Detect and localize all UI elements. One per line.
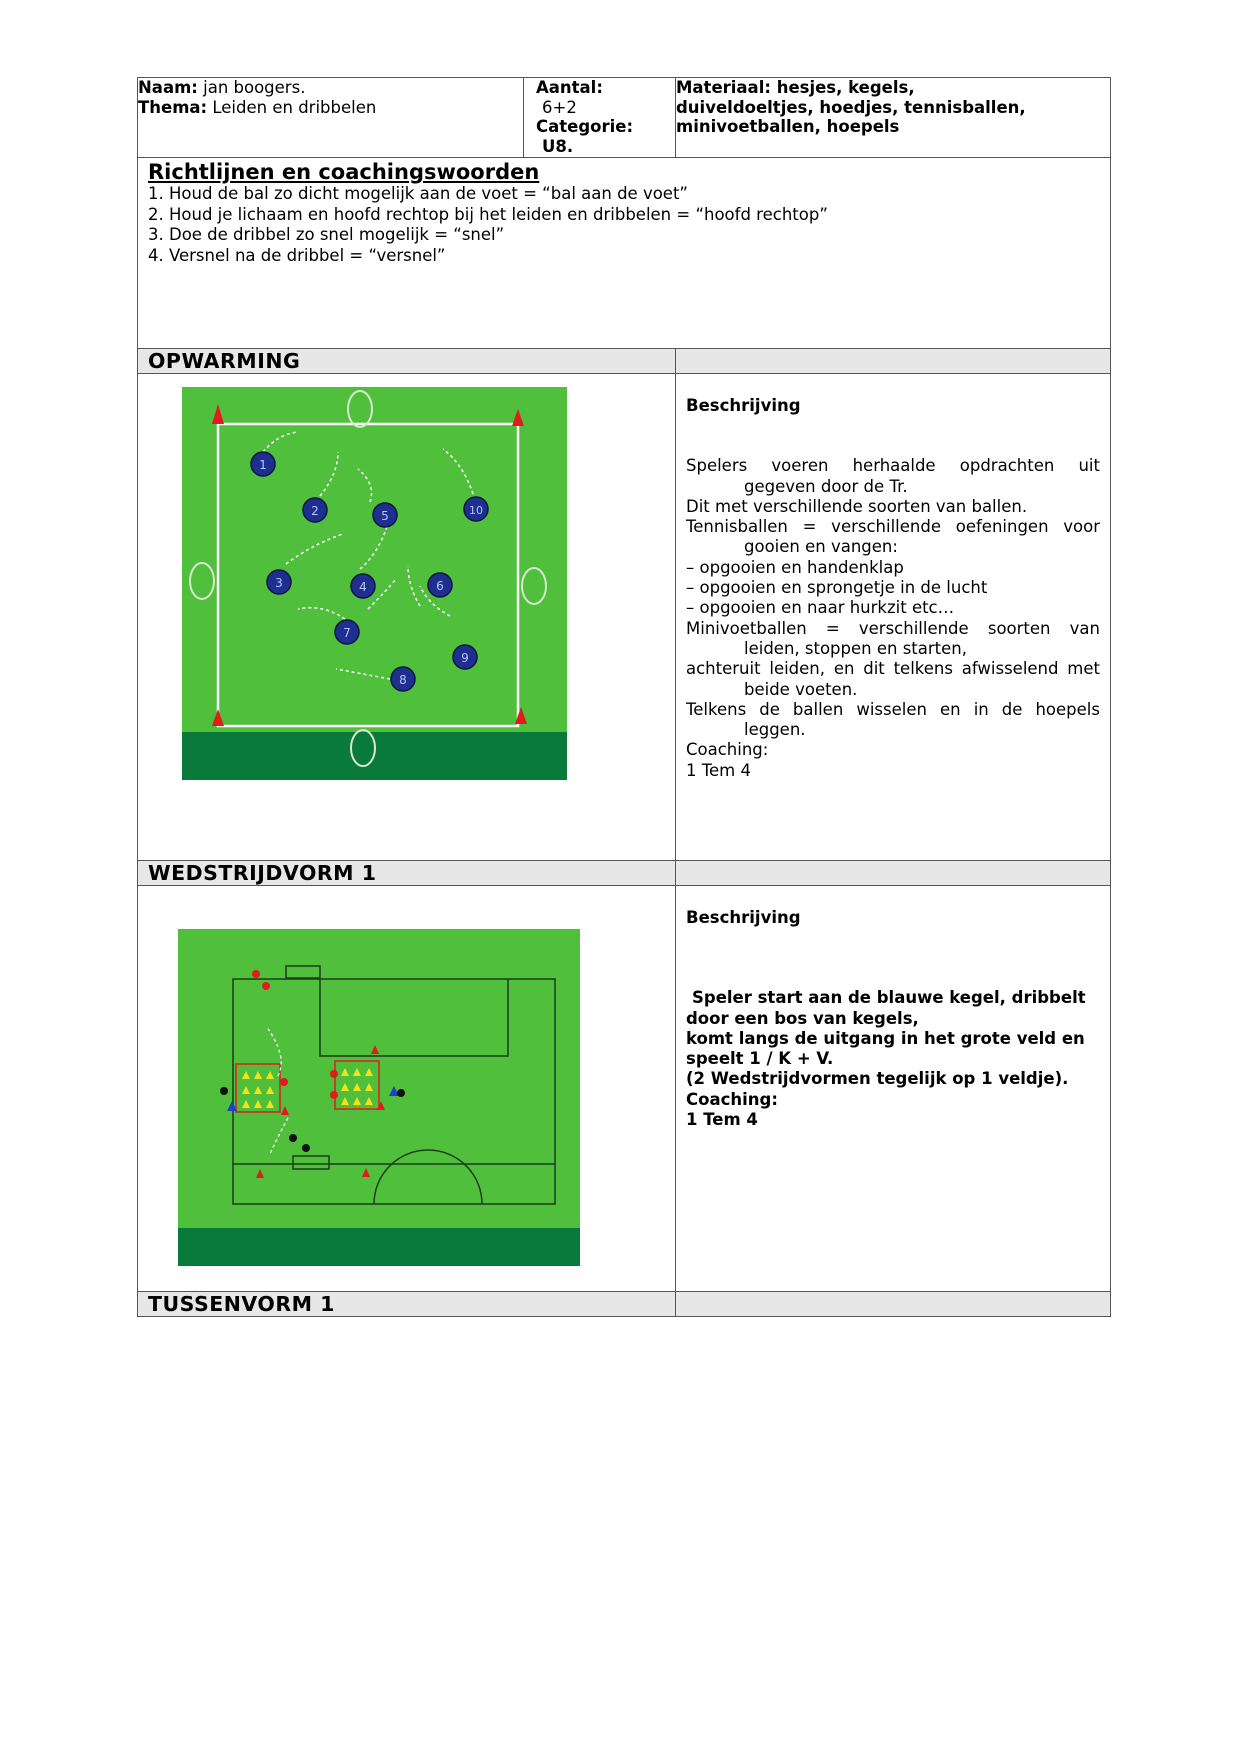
svg-text:5: 5 xyxy=(381,509,389,523)
svg-text:3: 3 xyxy=(275,576,283,590)
svg-text:4: 4 xyxy=(359,580,367,594)
desc-line: gegeven door de Tr. xyxy=(744,476,908,496)
desc-line: door een bos van kegels, xyxy=(686,1008,919,1028)
wedstrijdvorm-diagram xyxy=(138,886,674,1291)
aantal-cell xyxy=(524,78,676,158)
desc-line: Speler start aan de blauwe kegel, dribbelt xyxy=(692,988,1086,1008)
materiaal-text: Materiaal: hesjes, kegels, duiveldoeltjes, hoedjes, tennisballen, minivoetballen, hoepels xyxy=(676,78,1026,136)
thema-label: Thema: xyxy=(138,97,208,117)
desc-line: Tennisballen = verschillende oefeningen voor xyxy=(686,517,1100,537)
wedstrijdvorm-desc-title: Beschrijving xyxy=(686,908,801,927)
opwarming-desc-text xyxy=(686,456,1100,781)
desc-line: – opgooien en naar hurkzit etc… xyxy=(686,598,955,618)
desc-line: achteruit leiden, en dit telkens afwisselend met xyxy=(686,659,1100,679)
richtlijnen-title: Richtlijnen en coachingswoorden xyxy=(148,160,540,184)
naam-value: jan boogers. xyxy=(203,78,306,97)
desc-line: Coaching: xyxy=(686,1089,778,1109)
richtlijn-item: 4. Versnel na de dribbel = “versnel” xyxy=(148,245,446,265)
aantal-value: 6+2 xyxy=(542,97,577,117)
player-4 xyxy=(351,574,375,598)
header-row xyxy=(138,78,1111,158)
svg-text:10: 10 xyxy=(469,504,483,517)
wedstrijdvorm-header-row xyxy=(138,861,1111,886)
desc-line: beide voeten. xyxy=(744,679,858,699)
player-icon xyxy=(289,1134,297,1142)
thema-value: Leiden en dribbelen xyxy=(212,97,377,117)
desc-line: leggen. xyxy=(744,720,806,740)
opwarming-title: OPWARMING xyxy=(138,349,676,374)
player-icon xyxy=(397,1089,405,1097)
desc-line: Minivoetballen = verschillende soorten van xyxy=(686,618,1100,638)
player-6 xyxy=(428,573,452,597)
player-3 xyxy=(267,570,291,594)
opwarming-row xyxy=(138,374,1111,861)
desc-line: Coaching: xyxy=(686,740,769,760)
training-table xyxy=(137,77,1111,1317)
svg-text:7: 7 xyxy=(343,626,351,640)
tussenvorm-header-empty xyxy=(676,1292,1111,1317)
aantal-label: Aantal: xyxy=(536,78,603,97)
naam-thema-cell xyxy=(138,78,524,158)
richtlijnen-list xyxy=(148,184,1100,266)
desc-line: Telkens de ballen wisselen en in de hoepels xyxy=(686,699,1100,719)
desc-line: 1 Tem 4 xyxy=(686,1110,758,1130)
desc-line: speelt 1 / K + V. xyxy=(686,1049,834,1069)
desc-line: gooien en vangen: xyxy=(744,537,898,557)
desc-line: – opgooien en sprongetje in de lucht xyxy=(686,578,988,598)
desc-line: – opgooien en handenklap xyxy=(686,557,904,577)
naam-label: Naam: xyxy=(138,78,198,97)
desc-line: Dit met verschillende soorten van ballen. xyxy=(686,496,1028,516)
player-7 xyxy=(335,620,359,644)
opwarming-diagram xyxy=(138,374,674,860)
session-sheet xyxy=(137,77,1110,1317)
opwarming-header-row xyxy=(138,349,1111,374)
player-1 xyxy=(251,452,275,476)
opwarming-header-empty xyxy=(676,349,1111,374)
richtlijnen-cell xyxy=(138,158,1111,349)
richtlijn-item: 3. Doe de dribbel zo snel mogelijk = “snel” xyxy=(148,225,505,244)
desc-line: komt langs de uitgang in het grote veld en xyxy=(686,1028,1085,1048)
player-8 xyxy=(391,667,415,691)
categorie-value: U8. xyxy=(542,136,574,156)
player-10 xyxy=(464,497,488,521)
wedstrijdvorm-description-cell xyxy=(676,886,1111,1292)
wedstrijdvorm-row xyxy=(138,886,1111,1292)
materiaal-cell xyxy=(676,78,1111,158)
wedstrijdvorm-diagram-cell xyxy=(138,886,676,1292)
player-icon xyxy=(220,1087,228,1095)
opwarming-description-cell xyxy=(676,374,1111,861)
tussenvorm-title: TUSSENVORM 1 xyxy=(138,1292,676,1317)
opwarming-desc-title: Beschrijving xyxy=(686,396,801,415)
richtlijn-item: 2. Houd je lichaam en hoofd rechtop bij het leiden en dribbelen = “hoofd rechtop” xyxy=(148,204,828,224)
richtlijn-item: 1. Houd de bal zo dicht mogelijk aan de voet = “bal aan de voet” xyxy=(148,184,688,203)
player-2 xyxy=(303,498,327,522)
desc-line: Spelers voeren herhaalde opdrachten uit xyxy=(686,456,1100,476)
player-5 xyxy=(373,503,397,527)
wedstrijdvorm-desc-text xyxy=(686,988,1100,1130)
desc-line: (2 Wedstrijdvormen tegelijk op 1 veldje). xyxy=(686,1069,1069,1089)
svg-text:6: 6 xyxy=(436,579,444,593)
desc-line: leiden, stoppen en starten, xyxy=(744,638,967,658)
svg-text:2: 2 xyxy=(311,504,319,518)
svg-text:8: 8 xyxy=(399,673,407,687)
wedstrijdvorm-title: WEDSTRIJDVORM 1 xyxy=(138,861,676,886)
tussenvorm-header-row xyxy=(138,1292,1111,1317)
categorie-label: Categorie: xyxy=(536,117,634,136)
wedstrijdvorm-header-empty xyxy=(676,861,1111,886)
svg-text:9: 9 xyxy=(461,651,469,665)
wedstrijd-pitch-strip xyxy=(178,1228,580,1266)
player-icon xyxy=(302,1144,310,1152)
player-9 xyxy=(453,645,477,669)
svg-text:1: 1 xyxy=(259,458,267,472)
richtlijnen-row xyxy=(138,158,1111,349)
opwarming-diagram-cell xyxy=(138,374,676,861)
desc-line: 1 Tem 4 xyxy=(686,760,751,780)
